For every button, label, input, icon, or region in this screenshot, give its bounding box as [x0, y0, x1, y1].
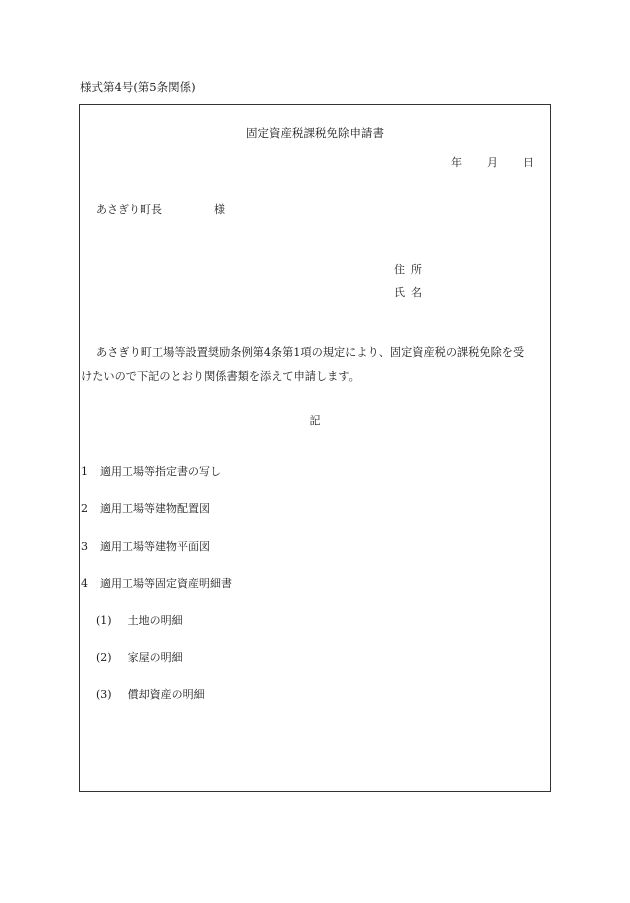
ki-heading: 記	[309, 414, 321, 427]
sub-list-item-number: (1)	[96, 614, 112, 627]
date-day-label: 日	[523, 156, 534, 169]
addressee-name: あさぎり町長	[96, 203, 162, 216]
sub-list-item-text: 償却資産の明細	[127, 688, 205, 701]
list-item-number: 2	[81, 502, 88, 515]
sub-list-item-number: (3)	[96, 688, 112, 701]
sub-list-item-text: 土地の明細	[127, 614, 183, 627]
sub-list-item-number: (2)	[96, 651, 112, 664]
list-item	[81, 466, 221, 477]
applicant-name-label: 氏名	[394, 286, 428, 299]
sub-list-item-text: 家屋の明細	[127, 651, 183, 664]
body-text-line-2: けたいので下記のとおり関係書類を添えて申請します。	[81, 370, 360, 383]
document-title: 固定資産税課税免除申請書	[246, 126, 384, 140]
sub-list-item	[96, 652, 183, 663]
sub-list-item	[96, 615, 183, 626]
applicant-address-label: 住所	[394, 263, 428, 276]
list-item	[81, 503, 210, 514]
list-item-text: 適用工場等指定書の写し	[100, 465, 221, 478]
body-text-line-1: あさぎり町工場等設置奨励条例第4条第1項の規定により、固定資産税の課税免除を受	[96, 346, 525, 359]
list-item-text: 適用工場等固定資産明細書	[100, 577, 232, 590]
list-item-text: 適用工場等建物配置図	[100, 502, 210, 515]
list-item-number: 1	[81, 465, 88, 478]
list-item-number: 4	[81, 577, 88, 590]
form-number-label: 様式第4号(第5条関係)	[80, 80, 196, 94]
list-item	[81, 541, 210, 552]
sub-list-item	[96, 689, 205, 700]
list-item-text: 適用工場等建物平面図	[100, 540, 210, 553]
date-year-label: 年	[451, 156, 462, 169]
addressee-honorific: 様	[214, 203, 225, 216]
list-item	[81, 578, 232, 589]
date-month-label: 月	[487, 156, 498, 169]
list-item-number: 3	[81, 540, 88, 553]
